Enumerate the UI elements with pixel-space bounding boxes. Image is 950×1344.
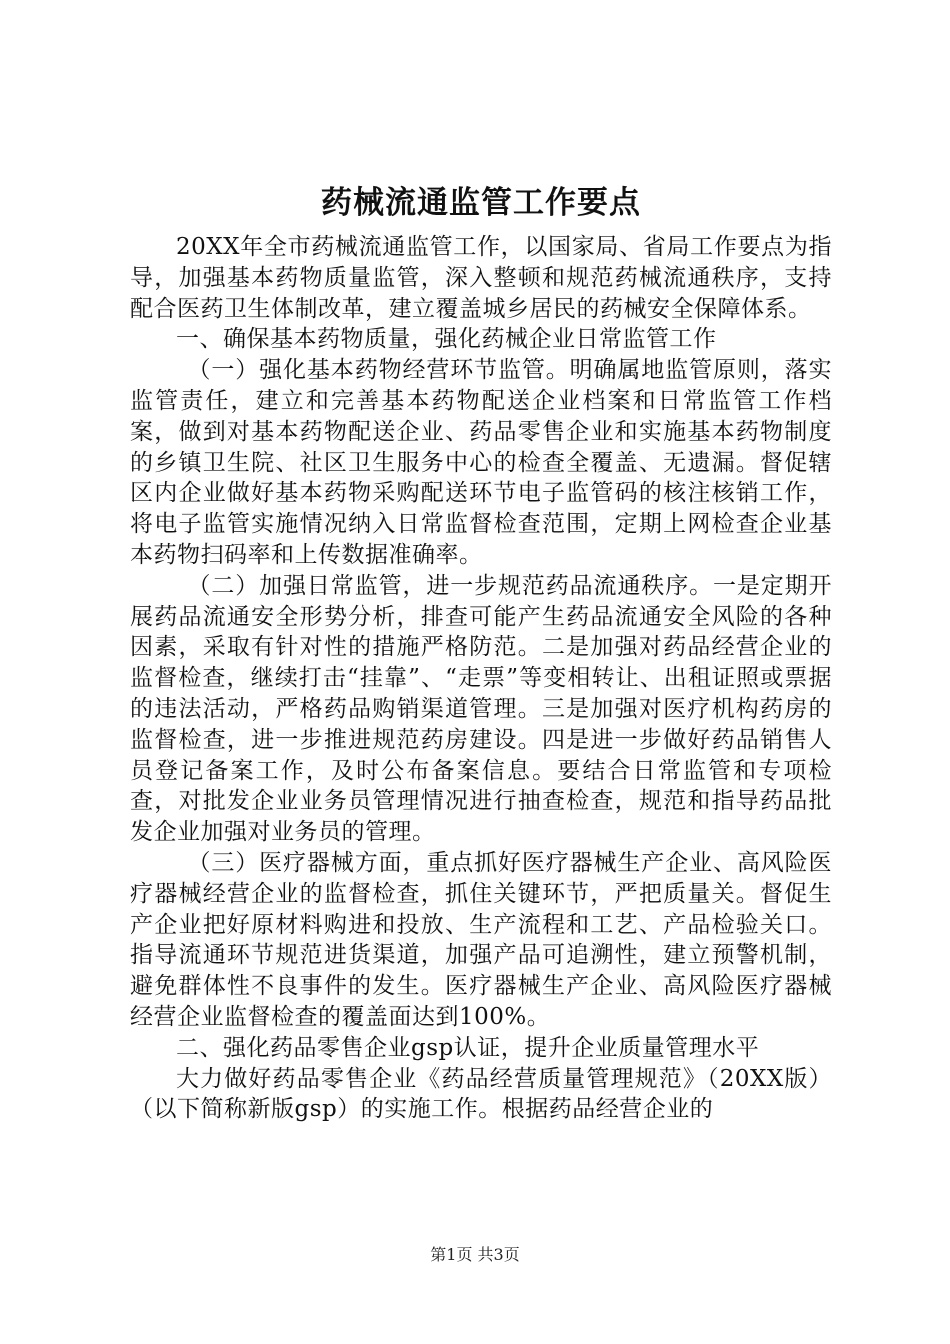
paragraph-item-2: （二）加强日常监管，进一步规范药品流通秩序。一是定期开展药品流通安全形势分析，排查可能产生药品流通安全风险的各种因素，采取有针对性的措施严格防范。二是加强对药品经营企业的监督检查，继续打击“挂靠”、“走票”等变相转让、出租证照或票据的违法活动，严格药品购销渠道管理。三是加强对医疗机构药房的监督检查，进一步推进规范药房建设。四是进一步做好药品销售人员登记备案工作，及时公布备案信息。要结合日常监管和专项检查，对批发企业业务员管理情况进行抽查检查，规范和指导药品批发企业加强对业务员的管理。 <box>130 572 832 846</box>
paragraph-item-3: （三）医疗器械方面，重点抓好医疗器械生产企业、高风险医疗器械经营企业的监督检查，抓住关键环节，严把质量关。督促生产企业把好原材料购进和投放、生产流程和工艺、产品检验关口。指导流通环节规范进货渠道，加强产品可追溯性，建立预警机制，避免群体性不良事件的发生。医疗器械生产企业、高风险医疗器械经营企业监督检查的覆盖面达到100%。 <box>130 849 832 1030</box>
page-title: 药械流通监管工作要点 <box>321 185 641 221</box>
page-number: 第1页 共3页 <box>430 1245 520 1264</box>
section-heading-2: 二、强化药品零售企业gsp认证，提升企业质量管理水平 <box>176 1034 760 1061</box>
paragraph-intro: 20XX年全市药械流通监管工作，以国家局、省局工作要点为指导，加强基本药物质量监管，深入整顿和规范药械流通秩序，支持配合医药卫生体制改革，建立覆盖城乡居民的药械安全保障体系。 <box>130 234 832 322</box>
section-heading-1: 一、确保基本药物质量，强化药械企业日常监管工作 <box>176 326 717 353</box>
document-page <box>130 180 832 1125</box>
paragraph-gsp: 大力做好药品零售企业《药品经营质量管理规范》（20XX版）（以下简称新版gsp）的实施工作。根据药品经营企业的 <box>130 1065 832 1123</box>
paragraph-item-1: （一）强化基本药物经营环节监管。明确属地监管原则，落实监管责任，建立和完善基本药物配送企业档案和日常监管工作档案，做到对基本药物配送企业、药品零售企业和实施基本药物制度的乡镇卫生院、社区卫生服务中心的检查全覆盖、无遗漏。督促辖区内企业做好基本药物采购配送环节电子监管码的核注核销工作，将电子监管实施情况纳入日常监督检查范围，定期上网检查企业基本药物扫码率和上传数据准确率。 <box>130 357 832 568</box>
